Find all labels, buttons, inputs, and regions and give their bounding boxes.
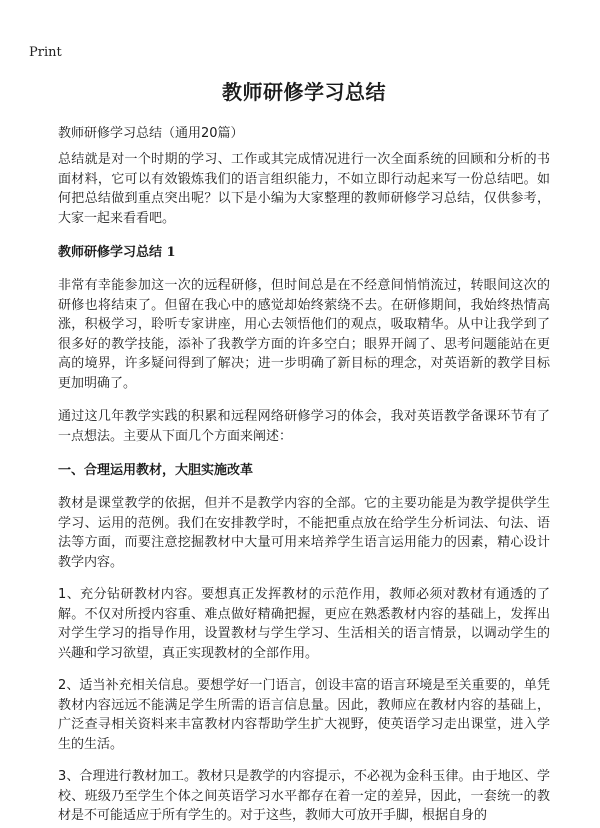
section-paragraph-4: 1、充分钻研教材内容。要想真正发挥教材的示范作用，教师必须对教材有通透的了解。不仅对所授内容重、难点做好精确把握，更应在熟悉教材内容的基础上，发挥出对学生学习的指导作用，设置教材与学生学习、生活相关的语言情景，以调动学生的兴趣和学习欲望，真正实现教材的全部作用。	[58, 587, 550, 661]
sub-heading: 一、合理运用教材，大胆实施改革	[58, 463, 254, 478]
section-paragraph-6: 3、合理进行教材加工。教材只是教学的内容提示，不必视为金科玉律。由于地区、学校、班级乃至学生个体之间英语学习水平都存在着一定的差异，因此，一套统一的教材是不可能适应于所有学生的。对于这些，教师大可放开手脚，根据自身的	[58, 769, 550, 823]
section-paragraph-2: 通过这几年教学实践的积累和远程网络研修学习的体会，我对英语教学备课环节有了一点想法。主要从下面几个方面来阐述：	[58, 409, 550, 444]
section-paragraph-5: 2、适当补充相关信息。要想学好一门语言，创设丰富的语言环境是至关重要的，单凭教材内容远远不能满足学生所需的语言信息量。因此，教师应在教材内容的基础上，广泛查寻相关资料来丰富教材内容帮助学生扩大视野，使英语学习走出课堂，进入学生的生活。	[58, 678, 550, 752]
section-paragraph-1: 非常有幸能参加这一次的远程研修，但时间总是在不经意间悄悄流过，转眼间这次的研修也将结束了。但留在我心中的感觉却始终萦绕不去。在研修期间，我始终热情高涨，积极学习，聆听专家讲座，用心去领悟他们的观点，吸取精华。从中让我学到了很多好的教学技能，添补了我教学方面的许多空白；眼界开阔了、思考问题能站在更高的境界，许多疑问得到了解决；进一步明确了新目标的理念，对英语新的教学目标更加明确了。	[58, 278, 550, 391]
document-title: 教师研修学习总结	[222, 80, 386, 104]
print-link[interactable]: Print	[29, 45, 62, 60]
document-subtitle: 教师研修学习总结（通用20篇）	[58, 126, 244, 141]
document-body	[58, 78, 550, 826]
intro-paragraph: 总结就是对一个时期的学习、工作或其完成情况进行一次全面系统的回顾和分析的书面材料，它可以有效锻炼我们的语言组织能力，不如立即行动起来写一份总结吧。如何把总结做到重点突出呢？以下是小编为大家整理的教师研修学习总结，仅供参考，大家一起来看看吧。	[58, 152, 550, 226]
section-heading: 教师研修学习总结 1	[58, 245, 176, 260]
section-paragraph-3: 教材是课堂教学的依据，但并不是教学内容的全部。它的主要功能是为教学提供学生学习、运用的范例。我们在安排教学时，不能把重点放在给学生分析词法、句法、语法等方面，而要注意挖掘教材中大量可用来培养学生语言运用能力的因素，精心设计教学内容。	[58, 496, 550, 570]
